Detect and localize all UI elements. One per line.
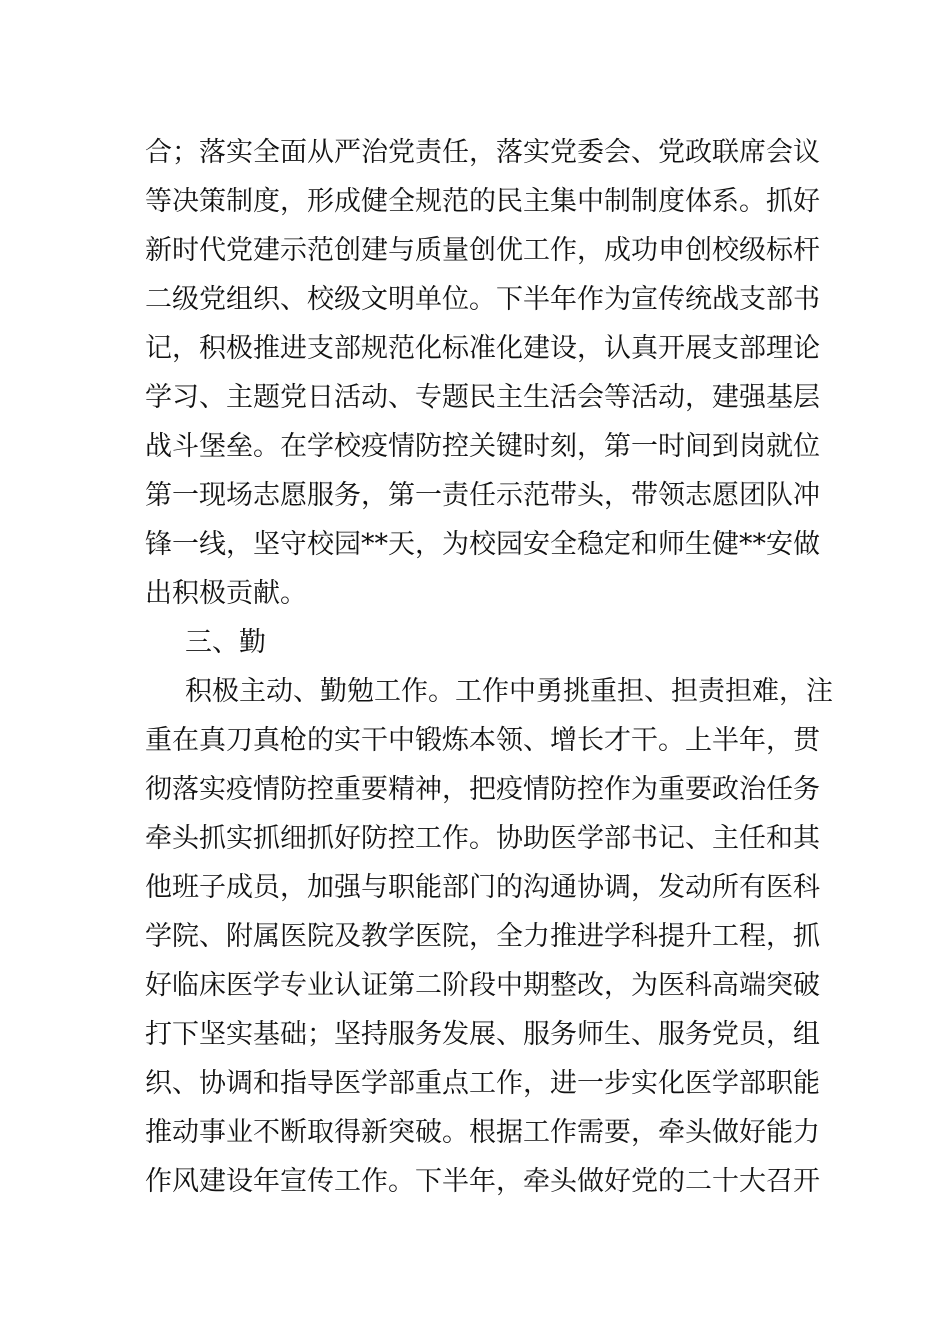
paragraph-2-line-4: 牵头抓实抓细抓好防控工作。协助医学部书记、主任和其: [145, 823, 820, 854]
paragraph-1-line-9: 锋一线，坚守校园**天，为校园安全稳定和师生健**安做: [145, 529, 820, 560]
paragraph-2-line-7: 好临床医学专业认证第二阶段中期整改，为医科高端突破: [145, 970, 820, 1001]
paragraph-1-line-6: 学习、主题党日活动、专题民主生活会等活动，建强基层: [145, 382, 820, 413]
paragraph-2-line-3: 彻落实疫情防控重要精神，把疫情防控作为重要政治任务: [145, 774, 820, 805]
paragraph-1-line-3: 新时代党建示范创建与质量创优工作，成功申创校级标杆: [145, 235, 820, 266]
paragraph-2-line-8: 打下坚实基础；坚持服务发展、服务师生、服务党员，组: [145, 1019, 820, 1050]
document-body: [145, 128, 833, 1206]
paragraph-1-line-7: 战斗堡垒。在学校疫情防控关键时刻，第一时间到岗就位: [145, 431, 820, 462]
paragraph-1-line-8: 第一现场志愿服务，第一责任示范带头，带领志愿团队冲: [145, 480, 820, 511]
paragraph-1-line-4: 二级党组织、校级文明单位。下半年作为宣传统战支部书: [145, 284, 820, 315]
paragraph-2-line-1: 积极主动、勤勉工作。工作中勇挑重担、担责担难，注: [185, 676, 833, 707]
paragraph-2-line-2: 重在真刀真枪的实干中锻炼本领、增长才干。上半年，贯: [145, 725, 820, 756]
paragraph-1-line-2: 等决策制度，形成健全规范的民主集中制制度体系。抓好: [145, 186, 820, 217]
paragraph-2-line-6: 学院、附属医院及教学医院，全力推进学科提升工程，抓: [145, 921, 820, 952]
paragraph-1-line-10: 出积极贡献。: [145, 578, 307, 609]
paragraph-1-line-5: 记，积极推进支部规范化标准化建设，认真开展支部理论: [145, 333, 820, 364]
paragraph-2-line-11: 作风建设年宣传工作。下半年，牵头做好党的二十大召开: [145, 1166, 820, 1197]
paragraph-1-line-1: 合；落实全面从严治党责任，落实党委会、党政联席会议: [145, 137, 820, 168]
paragraph-2-line-10: 推动事业不断取得新突破。根据工作需要，牵头做好能力: [145, 1117, 820, 1148]
section-heading: 三、勤: [185, 627, 266, 658]
paragraph-2-line-9: 织、协调和指导医学部重点工作，进一步实化医学部职能: [145, 1068, 820, 1099]
paragraph-2-line-5: 他班子成员，加强与职能部门的沟通协调，发动所有医科: [145, 872, 820, 903]
